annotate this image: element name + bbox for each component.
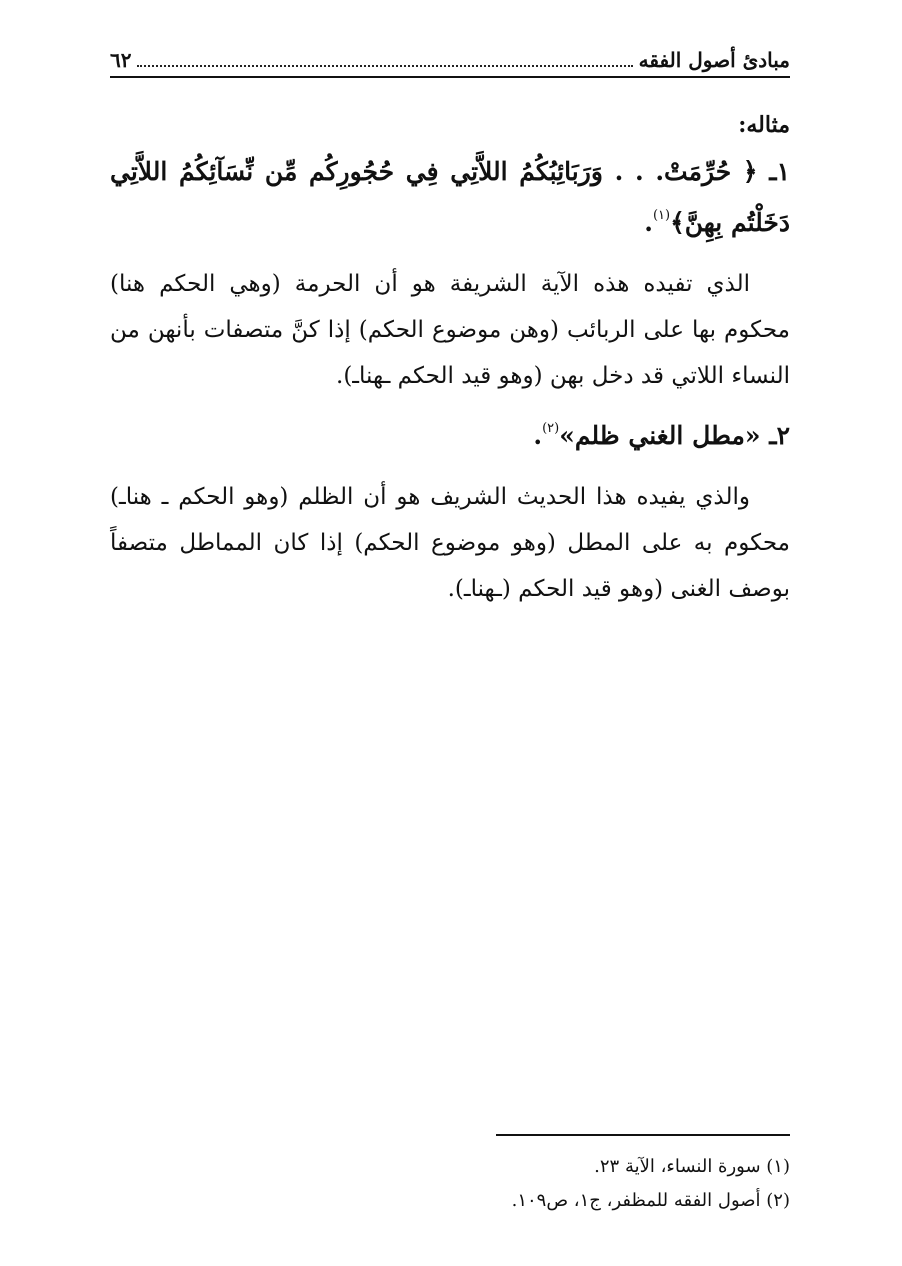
explanation-paragraph-2: والذي يفيده هذا الحديث الشريف هو أن الظلم (وهو الحكم ـ هناـ) محكوم به على المطل (وهو موضوع الحكم) إذا كان المماطل متصفاً بوصف الغنى (وهو قيد الحكم (ـهناـ). xyxy=(110,484,790,602)
example-hadith xyxy=(110,407,790,458)
footnote-1: (١) سورة النساء، الآية ٢٣. xyxy=(594,1156,790,1177)
footnote-marker-2: (٢) xyxy=(542,421,560,436)
example-quran-verse-text: ١ـ ﴿ حُرِّمَتْ. . . وَرَبَائِبُكُمُ اللاَّتِي فِي حُجُورِكُم مِّن نِّسَآئِكُمُ اللاَّتِي دَخَلْتُم بِهِنَّ﴾ xyxy=(110,157,790,237)
footnote-2: (٢) أصول الفقه للمظفر، ج١، ص١٠٩. xyxy=(511,1190,790,1211)
footnotes xyxy=(110,1150,790,1218)
example-hadith-text: ٢ـ «مطل الغني ظلم» xyxy=(559,421,790,450)
footnote-separator xyxy=(496,1134,790,1136)
example-quran-verse-end: . xyxy=(644,208,653,237)
example-quran-verse xyxy=(110,150,790,245)
footnote-marker-1: (١) xyxy=(652,208,671,223)
main-content xyxy=(110,112,790,612)
running-title: مبادئ أصول الفقه xyxy=(638,48,790,72)
page-header xyxy=(110,42,790,78)
header-dot-leader xyxy=(137,65,632,67)
section-heading: مثاله: xyxy=(738,112,790,138)
example-hadith-end: . xyxy=(533,421,543,450)
explanation-paragraph-1: الذي تفيده هذه الآية الشريفة هو أن الحرمة (وهي الحكم هنا) محكوم بها على الربائب (وهن موضوع الحكم) إذا كنَّ متصفات بأنهن من النساء اللاتي قد دخل بهن (وهو قيد الحكم ـهناـ). xyxy=(110,271,790,389)
page-number: ٦٢ xyxy=(110,48,132,72)
